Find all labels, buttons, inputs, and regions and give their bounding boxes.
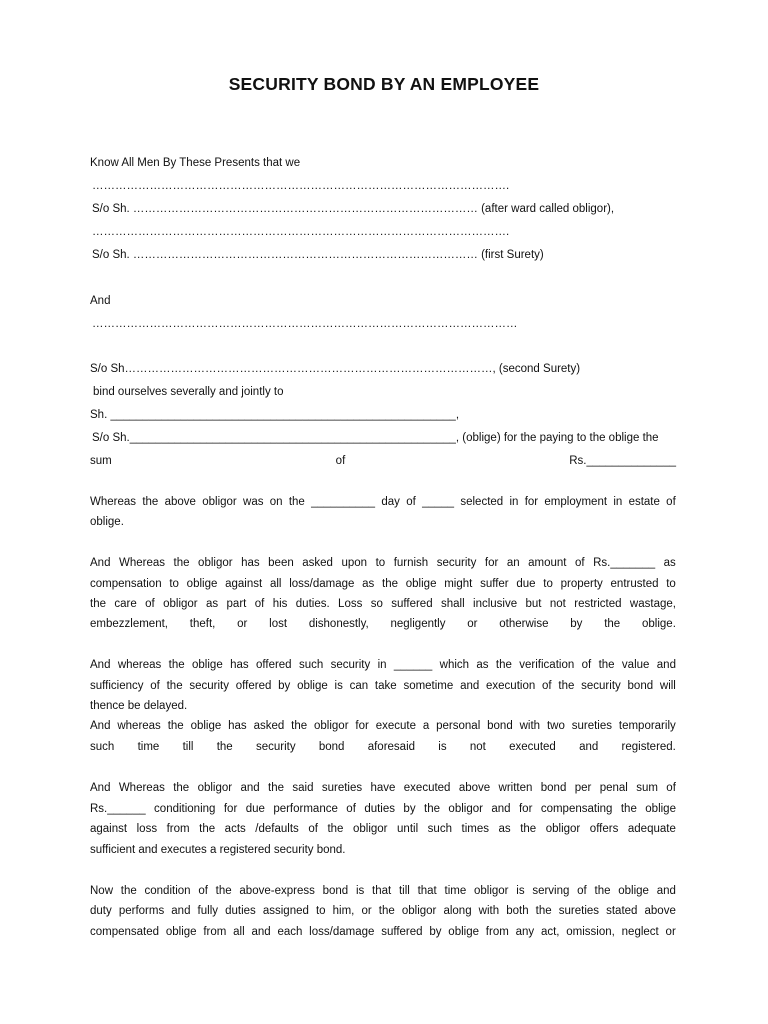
word: Whereas (118, 557, 166, 569)
word: the (558, 680, 575, 692)
word: personal (436, 720, 481, 732)
word: till (398, 885, 410, 897)
justified-line (90, 658, 676, 672)
word: against (90, 823, 128, 835)
justified-line (90, 802, 676, 816)
word: not (549, 598, 566, 610)
word: the (90, 598, 106, 610)
word: the (495, 659, 512, 671)
word: an (506, 557, 520, 569)
word: Loss (338, 598, 363, 610)
word: against (225, 578, 263, 590)
word: execute (375, 720, 416, 732)
word: duties. (295, 598, 330, 610)
word: for (355, 720, 369, 732)
word: And (90, 782, 111, 794)
word: And (90, 659, 111, 671)
word: or (237, 618, 248, 630)
word: _____ (422, 496, 455, 508)
justified-line (90, 925, 676, 939)
sum-word: Rs.______________ (569, 455, 676, 467)
word: or (361, 905, 372, 917)
word: due (516, 578, 536, 590)
word: the (291, 720, 308, 732)
and-line: And (90, 295, 111, 307)
word: wastage, (629, 598, 676, 610)
word: Rs._______ (593, 557, 656, 569)
word: lost (269, 618, 288, 630)
word: of (666, 782, 676, 794)
word: And (90, 720, 111, 732)
word: obligor (163, 598, 198, 610)
word: security (330, 659, 371, 671)
bind-line: bind ourselves severally and jointly to (93, 386, 284, 398)
word: asked (253, 720, 285, 732)
word: of (198, 885, 208, 897)
word: asked (302, 557, 333, 569)
word: negligently (390, 618, 446, 630)
word: by (570, 618, 583, 630)
word: estate (628, 496, 660, 508)
word: execution (486, 680, 536, 692)
word: loss/damage (289, 578, 355, 590)
word: obligor (314, 720, 349, 732)
word: oblige. (642, 618, 676, 630)
word: and (460, 680, 480, 692)
word: by (278, 680, 291, 692)
blank-name-line: ………………………………………………………………………………………………. (92, 180, 510, 192)
justified-line (90, 740, 676, 754)
word: the (620, 803, 637, 815)
word: above (164, 496, 196, 508)
word: in (509, 496, 519, 508)
word: that (417, 885, 437, 897)
word: was (243, 496, 264, 508)
word: duty (90, 905, 112, 917)
word: compensation (90, 578, 162, 590)
word: in (613, 496, 623, 508)
word: whereas (117, 659, 162, 671)
word: the (215, 885, 232, 897)
know-all-line: Know All Men By These Presents that we (90, 157, 301, 169)
word: or (467, 618, 478, 630)
word: above (458, 782, 491, 794)
word: and (251, 926, 271, 938)
word: penal (599, 782, 628, 794)
justified-line (90, 556, 676, 570)
word: any (515, 926, 535, 938)
word: the (216, 741, 233, 753)
word: of (575, 557, 585, 569)
word: whereas (117, 720, 161, 732)
word: the (288, 496, 305, 508)
word: said (292, 782, 314, 794)
word: the (378, 905, 395, 917)
word: value (621, 659, 650, 671)
document-title: SECURITY BOND BY AN EMPLOYEE (228, 74, 540, 94)
word: the (167, 720, 184, 732)
word: the (382, 578, 399, 590)
word: oblige (190, 720, 222, 732)
justified-line (90, 577, 676, 591)
word: will (659, 680, 676, 692)
word: offered (235, 680, 272, 692)
word: as (362, 578, 375, 590)
word: shall (440, 598, 465, 610)
word: upon (341, 557, 368, 569)
word: offers (589, 823, 619, 835)
word: the (535, 905, 552, 917)
word: adequate (627, 823, 676, 835)
word: the (142, 496, 159, 508)
word: inclusive (473, 598, 518, 610)
word: for (223, 803, 238, 815)
word: the (199, 823, 216, 835)
word: of (308, 823, 318, 835)
word: Whereas (90, 496, 137, 508)
word: as (206, 598, 219, 610)
word: the (168, 659, 185, 671)
word: of (577, 885, 587, 897)
word: security (189, 680, 229, 692)
word: times (461, 823, 489, 835)
word: written (498, 782, 533, 794)
justified-line (90, 495, 676, 509)
word: from (166, 823, 190, 835)
word: duties (225, 905, 256, 917)
word: entrusted (610, 578, 659, 590)
word: registered. (621, 741, 676, 753)
justified-line (90, 884, 676, 898)
word: property (560, 578, 603, 590)
word: compensating (540, 803, 613, 815)
word: stated (606, 905, 638, 917)
word: his (272, 598, 288, 610)
word: has (228, 720, 247, 732)
word: due (245, 803, 265, 815)
word: of (581, 659, 592, 671)
word: is (334, 680, 343, 692)
word: or (665, 926, 676, 938)
word: suffered (391, 598, 433, 610)
word: has (230, 659, 249, 671)
word: executed (509, 741, 556, 753)
word: oblige (192, 659, 223, 671)
word: Rs.______ (90, 803, 146, 815)
word: sureties (558, 905, 600, 917)
word: the (327, 823, 344, 835)
justified-line (90, 781, 676, 795)
word: to (543, 578, 553, 590)
word: And (90, 557, 111, 569)
word: employment (544, 496, 608, 508)
word: by (429, 926, 442, 938)
word: time (137, 741, 160, 753)
word: but (525, 598, 542, 610)
word: day (381, 496, 400, 508)
word: oblige (186, 578, 218, 590)
word: performance (273, 803, 338, 815)
word: amount (528, 557, 567, 569)
word: obligor (202, 496, 237, 508)
word: on (269, 496, 283, 508)
word: suffered (381, 926, 423, 938)
word: the (173, 782, 190, 794)
word: condition (144, 885, 191, 897)
word: per (574, 782, 592, 794)
justified-line (90, 904, 676, 918)
word: time (444, 885, 467, 897)
word: and (656, 659, 676, 671)
word: both (506, 905, 529, 917)
word: obligor (401, 905, 437, 917)
oblige-line: S/o Sh.___________________________________________________, (oblige) for the paying to the oblige the (92, 432, 659, 444)
word: the (268, 782, 285, 794)
word: from (485, 926, 509, 938)
word: neglect (621, 926, 659, 938)
word: the (520, 823, 537, 835)
word: take (374, 680, 397, 692)
word: by (403, 803, 416, 815)
word: executed (403, 782, 451, 794)
word: duties (364, 803, 395, 815)
word: with (478, 905, 500, 917)
word: ______ (393, 659, 433, 671)
word: along (443, 905, 472, 917)
word: is (516, 885, 525, 897)
word: obligor (197, 782, 233, 794)
word: acts (224, 823, 246, 835)
word: sureties (321, 782, 363, 794)
word: Whereas (118, 782, 165, 794)
sum-line (90, 454, 676, 468)
justified-line (90, 617, 676, 631)
word: as (663, 557, 676, 569)
word: not (469, 741, 486, 753)
word: bond (322, 885, 349, 897)
word: suffer (480, 578, 509, 590)
word: sometime (403, 680, 454, 692)
word: security (255, 741, 296, 753)
word: to (666, 578, 676, 590)
word: oblige (405, 578, 437, 590)
word: all (233, 926, 245, 938)
word: offered (255, 659, 292, 671)
word: been (268, 557, 294, 569)
first-surety-line: S/o Sh. ……………………………………………………………………………… (first Surety) (92, 249, 544, 261)
word: two (546, 720, 565, 732)
word: selected (460, 496, 504, 508)
text-line: thence be delayed. (90, 700, 188, 712)
word: for (484, 557, 499, 569)
word: have (370, 782, 396, 794)
word: of (254, 598, 265, 610)
word: Now (90, 885, 114, 897)
word: until (397, 823, 419, 835)
word: fully (197, 905, 218, 917)
word: till (182, 741, 194, 753)
word: as (476, 659, 489, 671)
word: the (120, 885, 137, 897)
word: for (524, 496, 539, 508)
word: from (203, 926, 227, 938)
word: a (422, 720, 430, 732)
second-surety-line: S/o Sh……………………………………………………………………………………, (second Surety) (90, 363, 581, 375)
word: assigned (262, 905, 309, 917)
word: might (444, 578, 473, 590)
word: is (438, 741, 447, 753)
obligor-line: S/o Sh. ……………………………………………………………………………… (after ward called obligor), (92, 203, 615, 215)
word: is (355, 885, 365, 897)
blank-name-line: ………………………………………………………………………………………………. (92, 226, 510, 238)
word: sufficiency (90, 680, 144, 692)
word: /defaults (255, 823, 299, 835)
word: the (166, 680, 183, 692)
word: above-express (239, 885, 315, 897)
word: oblige (448, 926, 479, 938)
word: of (666, 496, 676, 508)
word: to (169, 578, 179, 590)
word: and (579, 741, 599, 753)
word: obligor (198, 557, 233, 569)
blank-name-line: ………………………………………………………………………………………………… (92, 318, 518, 330)
word: sureties (571, 720, 612, 732)
word: otherwise (499, 618, 549, 630)
word: bond (487, 720, 513, 732)
word: has (241, 557, 260, 569)
word: such (90, 741, 115, 753)
justified-line (90, 719, 676, 733)
word: and (491, 803, 511, 815)
word: obligor (545, 823, 581, 835)
sh-line: Sh. ______________________________________________________, (90, 409, 460, 421)
word: sum (636, 782, 658, 794)
word: as (498, 823, 511, 835)
word: security (436, 557, 477, 569)
word: care (114, 598, 137, 610)
word: bond (318, 741, 345, 753)
word: obligor (448, 803, 483, 815)
word: obligor (473, 885, 509, 897)
word: with (519, 720, 541, 732)
word: the (604, 618, 621, 630)
word: act, (540, 926, 560, 938)
justified-line (90, 679, 676, 693)
word: to (315, 905, 326, 917)
word: verification (519, 659, 575, 671)
word: and (240, 782, 260, 794)
word: embezzlement, (90, 618, 168, 630)
word: of (145, 598, 155, 610)
word: bond (627, 680, 654, 692)
word: compensated (90, 926, 160, 938)
word: conditioning (154, 803, 216, 815)
word: so (370, 598, 383, 610)
word: bond (540, 782, 567, 794)
word: can (349, 680, 369, 692)
word: the (594, 885, 611, 897)
word: loss/damage (309, 926, 375, 938)
word: temporarily (618, 720, 676, 732)
word: to (375, 557, 386, 569)
word: all (269, 578, 282, 590)
word: the (173, 557, 190, 569)
justified-line (90, 597, 676, 611)
word: of (542, 680, 552, 692)
word: which (439, 659, 470, 671)
word: furnish (393, 557, 429, 569)
text-line: sufficient and executes a registered security bond. (90, 844, 346, 856)
word: security (581, 680, 621, 692)
word: __________ (311, 496, 376, 508)
sum-word: of (335, 455, 346, 467)
word: of (346, 803, 356, 815)
word: omission, (566, 926, 615, 938)
word: obligor (352, 823, 388, 835)
word: serving (532, 885, 570, 897)
justified-line (90, 822, 676, 836)
sum-word: sum (90, 455, 112, 467)
word: that (372, 885, 392, 897)
word: in (377, 659, 387, 671)
word: aforesaid (367, 741, 416, 753)
word: dishonestly, (308, 618, 369, 630)
word: of (150, 680, 160, 692)
word: the (598, 659, 615, 671)
word: the (424, 803, 440, 815)
word: and (171, 905, 191, 917)
word: such (298, 659, 324, 671)
word: oblige (645, 803, 676, 815)
word: theft, (189, 618, 216, 630)
word: loss (136, 823, 158, 835)
word: performs (118, 905, 165, 917)
text-line: oblige. (90, 516, 124, 528)
word: of (406, 496, 416, 508)
word: oblige (618, 885, 649, 897)
word: and (656, 885, 676, 897)
word: oblige (165, 926, 197, 938)
word: part (226, 598, 247, 610)
word: for (518, 803, 533, 815)
word: oblige (297, 680, 328, 692)
word: such (427, 823, 452, 835)
word: above (644, 905, 676, 917)
word: him, (332, 905, 355, 917)
word: each (277, 926, 303, 938)
word: restricted (574, 598, 622, 610)
